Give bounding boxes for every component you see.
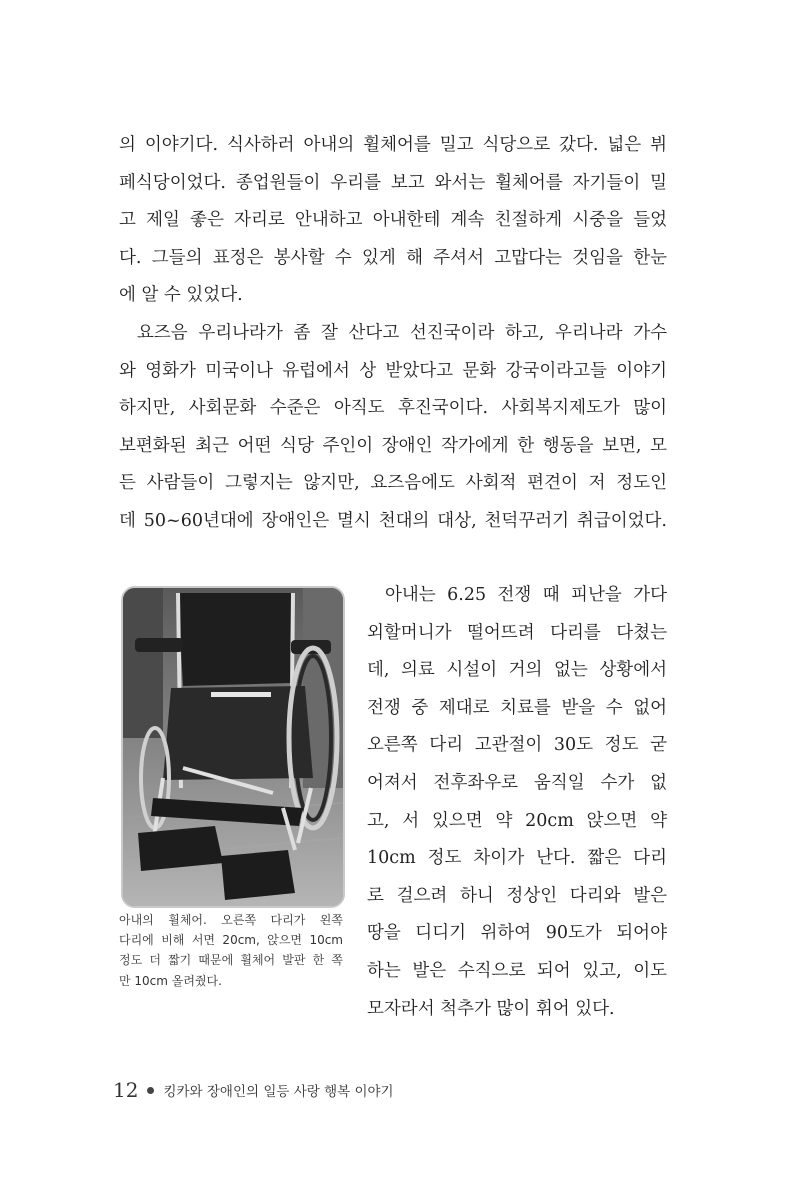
wheelchair-photo [121, 586, 345, 908]
caption-line: 아내의 휠체어. 오른쪽 다리가 왼쪽 [119, 913, 343, 927]
text-line: 어져서 전후좌우로 움직일 수가 없 [367, 772, 667, 793]
text-line: 다. 그들의 표정은 봉사할 수 있게 해 주셔서 고맙다는 것임을 한눈 [119, 247, 667, 268]
text-line: 모자라서 척추가 많이 휘어 있다. [367, 998, 615, 1019]
text-line: 전쟁 중 제대로 치료를 받을 수 없어 [367, 697, 667, 718]
text-line: 고, 서 있으면 약 20cm 앉으면 약 [367, 810, 667, 831]
text-line: 와 영화가 미국이나 유럽에서 상 받았다고 문화 강국이라고들 이야기 [119, 360, 667, 381]
text-line: 로 걸으려 하니 정상인 다리와 발은 [367, 885, 667, 906]
text-line: 데, 의료 시설이 거의 없는 상황에서 [367, 660, 667, 681]
photo-caption [119, 910, 343, 991]
wheelchair-illustration [123, 588, 343, 906]
text-line: 요즈음 우리나라가 좀 잘 산다고 선진국이라 하고, 우리나라 가수 [137, 323, 667, 343]
book-title: 킹카와 장애인의 일등 사랑 행복 이야기 [163, 1084, 394, 1100]
caption-line: 만 10cm 올려줬다. [119, 973, 222, 988]
text-line: 보편화된 최근 어떤 식당 주인이 장애인 작가에게 한 행동을 보면, 모 [119, 435, 667, 456]
text-line: 하지만, 사회문화 수준은 아직도 후진국이다. 사회복지제도가 많이 [119, 398, 667, 419]
text-line: 데 50~60년대에 장애인은 멸시 천대의 대상, 천덕꾸러기 취급이었다. [119, 510, 667, 531]
bullet-icon [147, 1087, 154, 1094]
text-line: 하는 발은 수직으로 되어 있고, 이도 [367, 960, 667, 981]
text-line: 아내는 6.25 전쟁 때 피난을 가다 [385, 585, 667, 605]
caption-line: 다리에 비해 서면 20cm, 앉으면 10cm [119, 933, 343, 948]
paragraph-2 [119, 315, 667, 541]
text-line: 외할머니가 떨어뜨려 다리를 다쳤는 [367, 622, 667, 643]
text-line: 의 이야기다. 식사하러 아내의 휠체어를 밀고 식당으로 갔다. 넓은 뷔 [119, 135, 667, 155]
text-line: 고 제일 좋은 자리로 안내하고 아내한테 계속 친절하게 시중을 들었 [119, 210, 667, 231]
page-footer [113, 1078, 394, 1102]
text-line: 땅을 디디기 위하여 90도가 되어야 [367, 923, 667, 944]
text-line: 오른쪽 다리 고관절이 30도 정도 굳 [367, 735, 667, 756]
paragraph-3 [367, 577, 667, 1028]
page-number: 12 [113, 1078, 139, 1102]
text-line: 에 알 수 있었다. [119, 285, 243, 306]
text-line: 10cm 정도 차이가 난다. 짧은 다리 [367, 848, 667, 869]
text-line: 든 사람들이 그렇지는 않지만, 요즈음에도 사회적 편견이 저 정도인 [119, 473, 667, 494]
paragraph-1 [119, 127, 667, 315]
text-line: 페식당이었다. 종업원들이 우리를 보고 와서는 휠체어를 자기들이 밀 [119, 172, 667, 193]
caption-line: 정도 더 짧기 때문에 휠체어 발판 한 쪽 [119, 953, 343, 968]
